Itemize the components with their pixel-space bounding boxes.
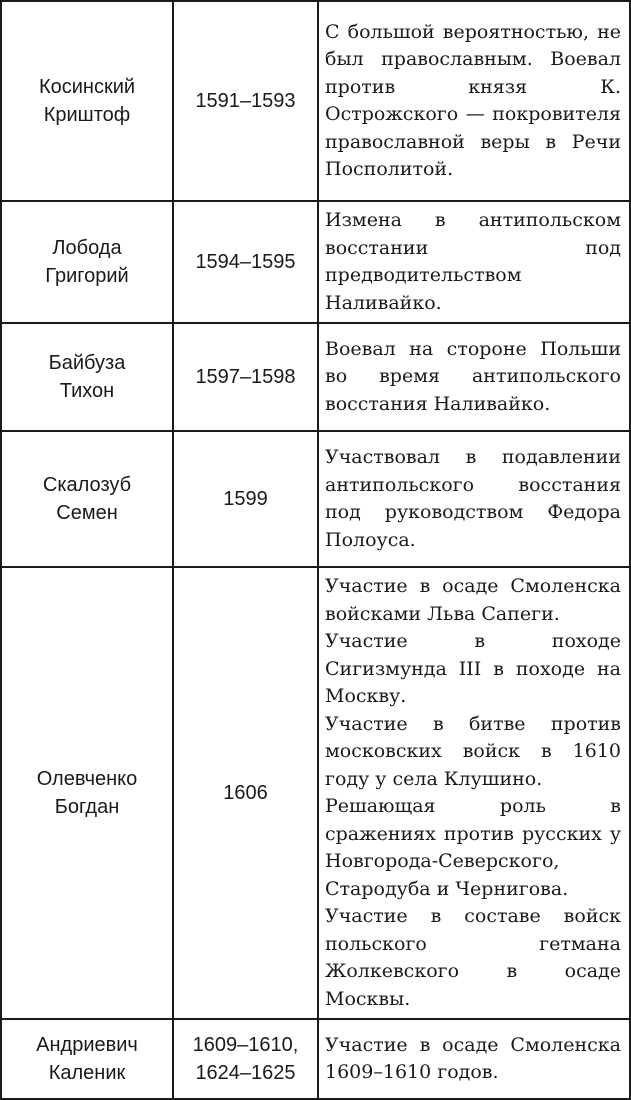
hetman-description: Участие в осаде Смоленска войсками Льва Сапеги.: [325, 575, 621, 625]
hetman-given-name: Каленик: [48, 1062, 126, 1084]
hetman-description: Участие в походе Сигизмунда III в походе на Москву.: [325, 630, 621, 707]
hetman-description: Воевал на стороне Польши во время антипольского восстания Наливайко.: [325, 337, 621, 415]
hetman-description-cell: [318, 1019, 630, 1099]
hetman-given-name: Тихон: [59, 380, 115, 402]
table-row: [1, 1019, 630, 1099]
hetman-description-cell: [318, 431, 630, 567]
hetman-years-cell: [173, 1019, 318, 1099]
table-row: [1, 201, 630, 323]
hetman-surname: Лобода: [52, 237, 122, 259]
table-row: [1, 323, 630, 431]
hetman-years-cell: [173, 431, 318, 567]
table-row: [1, 567, 630, 1019]
hetman-description: Участвовал в подавлении антипольского восстания под руководством Федора Полоуса.: [325, 446, 621, 551]
hetman-surname: Андриевич: [36, 1034, 138, 1056]
hetman-surname: Байбуза: [48, 352, 126, 374]
hetman-surname: Олевченко: [36, 768, 138, 790]
hetman-description: С большой вероятностью, не был православным. Воевал против князя К. Острожского — покровителя православной веры в Речи Посполитой.: [325, 20, 621, 180]
hetman-years-cell: [173, 323, 318, 431]
hetman-description-cell: [318, 567, 630, 1019]
hetman-years: 1597–1598: [195, 366, 296, 388]
hetman-given-name: Григорий: [45, 265, 129, 287]
hetman-surname: Скалозуб: [42, 474, 132, 496]
hetman-surname: Косинский: [38, 76, 136, 98]
table-row: [1, 431, 630, 567]
table-row: [1, 1, 630, 201]
hetman-name-cell: [1, 567, 173, 1019]
hetman-name-cell: [1, 1, 173, 201]
hetman-name-cell: [1, 201, 173, 323]
hetman-description: Участие в составе войск польского гетмана Жолкевского в осаде Москвы.: [325, 905, 621, 1010]
hetman-name-cell: [1, 431, 173, 567]
hetman-years: 1599: [223, 488, 268, 510]
hetman-description: Решающая роль в сражениях против русских у Новгорода-Северского, Стародуба и Чернигова.: [325, 795, 621, 900]
hetman-name-cell: [1, 323, 173, 431]
hetman-years-cell: [173, 567, 318, 1019]
hetman-years: 1624–1625: [195, 1062, 296, 1084]
hetman-given-name: Богдан: [54, 796, 120, 818]
hetman-description-cell: [318, 201, 630, 323]
hetman-given-name: Семен: [56, 502, 118, 524]
hetman-years: 1606: [223, 782, 268, 804]
hetman-description: Участие в осаде Смоленска 1609–1610 годов.: [325, 1033, 621, 1083]
hetman-years-cell: [173, 1, 318, 201]
hetman-description: Участие в битве против московских войск в 1610 году у села Клушино.: [325, 712, 621, 790]
hetman-years: 1591–1593: [195, 90, 296, 112]
hetman-given-name: Криштоф: [43, 104, 131, 126]
hetman-name-cell: [1, 1019, 173, 1099]
hetman-years: 1609–1610,: [192, 1034, 299, 1056]
hetman-description: Измена в антипольском восстании под предводительством Наливайко.: [325, 209, 621, 314]
hetman-description-cell: [318, 323, 630, 431]
hetman-years-cell: [173, 201, 318, 323]
hetman-description-cell: [318, 1, 630, 201]
hetman-years: 1594–1595: [195, 251, 296, 273]
